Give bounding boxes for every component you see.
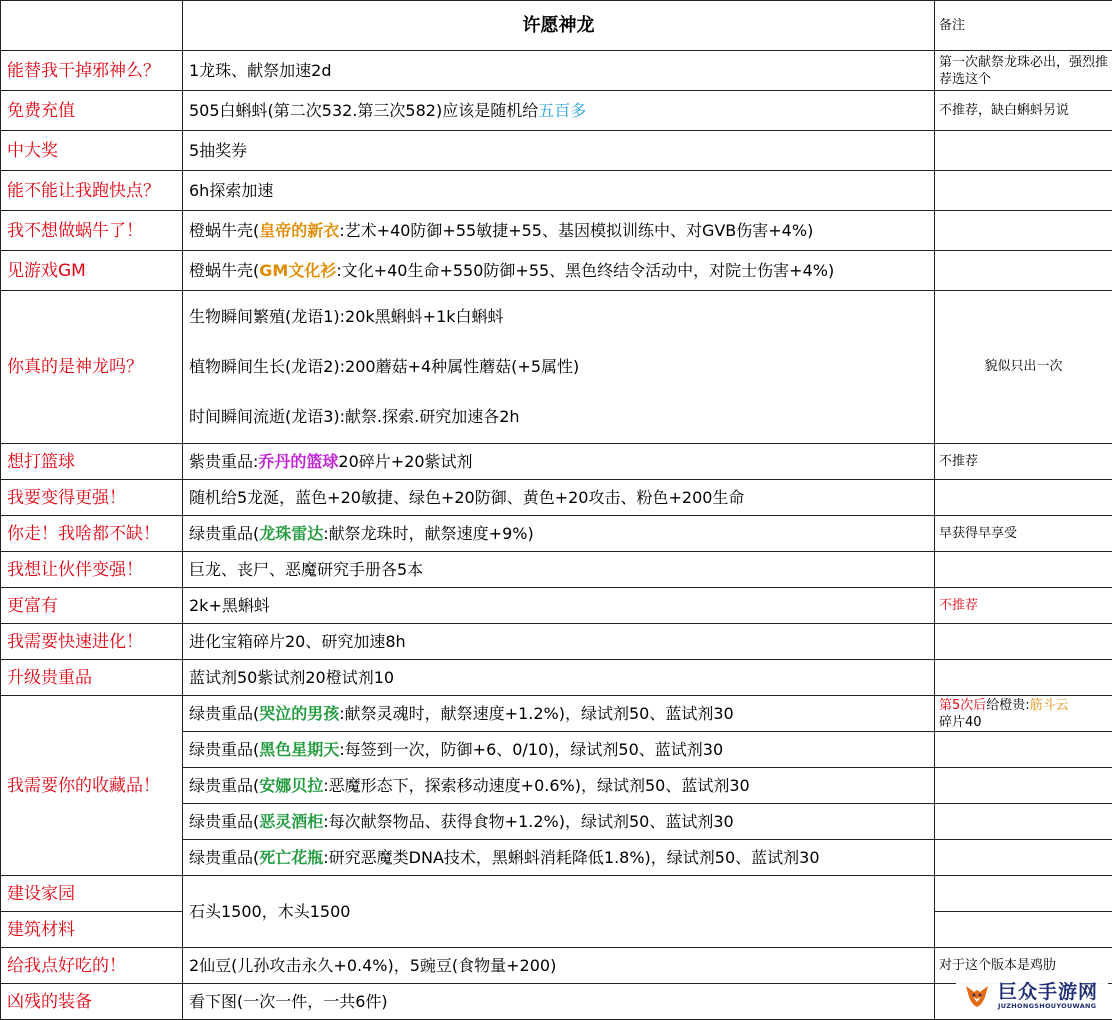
row-reward: 5抽奖券 — [183, 131, 935, 171]
row-reward: 蓝试剂50紫试剂20橙试剂10 — [183, 660, 935, 696]
row-note: 第一次献祭龙珠必出，强烈推荐选这个 — [935, 51, 1112, 91]
row-label: 我要变得更强！ — [1, 480, 183, 516]
reward-text: :每签到一次，防御+6、0/10)，绿试剂50、蓝试剂30 — [339, 740, 723, 759]
line-gap — [189, 377, 928, 407]
reward-text: :研究恶魔类DNA技术，黑蝌蚪消耗降低1.8%)，绿试剂50、蓝试剂30 — [323, 848, 819, 867]
row-label: 你真的是神龙吗？ — [1, 291, 183, 444]
collection-note — [935, 840, 1112, 876]
reward-highlight: 哭泣的男孩 — [259, 704, 339, 723]
fox-logo-icon — [962, 980, 992, 1010]
row-label: 你走！我啥都不缺！ — [1, 516, 183, 552]
reward-highlight: GM文化衫 — [259, 261, 336, 280]
reward-highlight: 恶灵酒柜 — [259, 812, 323, 831]
collection-label: 我需要你的收藏品！ — [1, 696, 183, 876]
note-text: 碎片40 — [939, 715, 982, 730]
row-note — [935, 480, 1112, 516]
row-label: 我不想做蜗牛了！ — [1, 211, 183, 251]
row-reward: 看下图(一次一件，一共6件) — [183, 984, 935, 1020]
watermark-name: 巨众手游网 — [998, 977, 1098, 1004]
collection-item — [183, 804, 935, 840]
row-reward — [183, 291, 935, 444]
row-label: 中大奖 — [1, 131, 183, 171]
site-watermark — [956, 975, 1108, 1015]
row-reward — [183, 444, 935, 480]
reward-highlight: 皇帝的新衣 — [259, 221, 339, 240]
row-note — [935, 131, 1112, 171]
collection-item — [183, 768, 935, 804]
collection-note — [935, 732, 1112, 768]
row-note: 对于这个版本是鸡肋 — [935, 948, 1112, 984]
reward-text: 橙蜗牛壳( — [189, 261, 259, 280]
line-gap — [189, 327, 928, 357]
reward-text: :每次献祭物品、获得食物+1.2%)，绿试剂50、蓝试剂30 — [323, 812, 733, 831]
row-reward: 石头1500，木头1500 — [183, 876, 935, 948]
reward-line: 生物瞬间繁殖(龙语1):20k黑蝌蚪+1k白蝌蚪 — [189, 307, 928, 327]
reward-text: 绿贵重品( — [189, 776, 259, 795]
reward-highlight: 五百多 — [538, 101, 586, 120]
row-reward: 2仙豆(儿孙攻击永久+0.4%)，5豌豆(食物量+200) — [183, 948, 935, 984]
row-note: 貌似只出一次 — [935, 291, 1112, 444]
row-note — [935, 251, 1112, 291]
row-note: 不推荐 — [935, 588, 1112, 624]
row-reward — [183, 211, 935, 251]
row-label: 给我点好吃的！ — [1, 948, 183, 984]
reward-text: :恶魔形态下，探索移动速度+0.6%)，绿试剂50、蓝试剂30 — [323, 776, 749, 795]
row-label: 建设家园 — [1, 876, 183, 912]
note-text: 给橙贵: — [986, 698, 1029, 713]
reward-text: 紫贵重品: — [189, 452, 258, 471]
row-note — [935, 624, 1112, 660]
collection-item — [183, 696, 935, 732]
row-note: 早获得早享受 — [935, 516, 1112, 552]
table-title: 许愿神龙 — [183, 1, 935, 51]
table-corner — [1, 1, 183, 51]
row-label: 免费充值 — [1, 91, 183, 131]
row-note — [935, 660, 1112, 696]
collection-note — [935, 768, 1112, 804]
reward-text: 20碎片+20紫试剂 — [338, 452, 472, 471]
reward-highlight: 龙珠雷达 — [259, 524, 323, 543]
row-reward: 6h探索加速 — [183, 171, 935, 211]
reward-highlight: 黑色星期天 — [259, 740, 339, 759]
collection-item — [183, 840, 935, 876]
row-reward: 巨龙、丧尸、恶魔研究手册各5本 — [183, 552, 935, 588]
row-label: 建筑材料 — [1, 912, 183, 948]
row-note: 不推荐，缺白蝌蚪另说 — [935, 91, 1112, 131]
reward-text: 绿贵重品( — [189, 524, 259, 543]
row-reward — [183, 251, 935, 291]
reward-text: 绿贵重品( — [189, 812, 259, 831]
note-header: 备注 — [935, 1, 1112, 51]
collection-item — [183, 732, 935, 768]
row-label: 凶残的装备 — [1, 984, 183, 1020]
row-reward: 1龙珠、献祭加速2d — [183, 51, 935, 91]
row-reward: 进化宝箱碎片20、研究加速8h — [183, 624, 935, 660]
reward-text: :艺术+40防御+55敏捷+55、基因模拟训练中、对GVB伤害+4%) — [339, 221, 813, 240]
reward-highlight: 死亡花瓶 — [259, 848, 323, 867]
reward-text: :献祭龙珠时，献祭速度+9%) — [323, 524, 533, 543]
row-label: 我想让伙伴变强！ — [1, 552, 183, 588]
reward-text: 505白蝌蚪(第二次532.第三次582)应该是随机给 — [189, 101, 538, 120]
watermark-domain: JUZHONGSHOUYOUWANG — [998, 1002, 1096, 1010]
row-note — [935, 211, 1112, 251]
note-orange: 筋斗云 — [1030, 698, 1069, 713]
row-label: 更富有 — [1, 588, 183, 624]
row-label: 能不能让我跑快点？ — [1, 171, 183, 211]
row-reward: 随机给5龙涎，蓝色+20敏捷、绿色+20防御、黄色+20攻击、粉色+200生命 — [183, 480, 935, 516]
reward-text: 绿贵重品( — [189, 848, 259, 867]
row-reward — [183, 91, 935, 131]
reward-text: 绿贵重品( — [189, 740, 259, 759]
row-label: 我需要快速进化！ — [1, 624, 183, 660]
row-label: 想打篮球 — [1, 444, 183, 480]
reward-text: :献祭灵魂时，献祭速度+1.2%)，绿试剂50、蓝试剂30 — [339, 704, 733, 723]
row-label: 升级贵重品 — [1, 660, 183, 696]
row-note: 不推荐 — [935, 444, 1112, 480]
row-note — [935, 171, 1112, 211]
row-note — [935, 552, 1112, 588]
row-label: 能替我干掉邪神么？ — [1, 51, 183, 91]
reward-highlight: 安娜贝拉 — [259, 776, 323, 795]
row-note — [935, 876, 1112, 912]
reward-line: 时间瞬间流逝(龙语3):献祭.探索.研究加速各2h — [189, 407, 928, 427]
collection-note — [935, 696, 1112, 732]
reward-text: :文化+40生命+550防御+55、黑色终结令活动中，对院士伤害+4%) — [336, 261, 834, 280]
row-note — [935, 912, 1112, 948]
row-reward — [183, 516, 935, 552]
reward-text: 橙蜗牛壳( — [189, 221, 259, 240]
reward-highlight: 乔丹的篮球 — [258, 452, 338, 471]
row-label: 见游戏GM — [1, 251, 183, 291]
reward-line: 植物瞬间生长(龙语2):200蘑菇+4种属性蘑菇(+5属性) — [189, 357, 928, 377]
collection-note — [935, 804, 1112, 840]
row-reward: 2k+黑蝌蚪 — [183, 588, 935, 624]
note-red: 第5次后 — [939, 698, 986, 713]
reward-text: 绿贵重品( — [189, 704, 259, 723]
